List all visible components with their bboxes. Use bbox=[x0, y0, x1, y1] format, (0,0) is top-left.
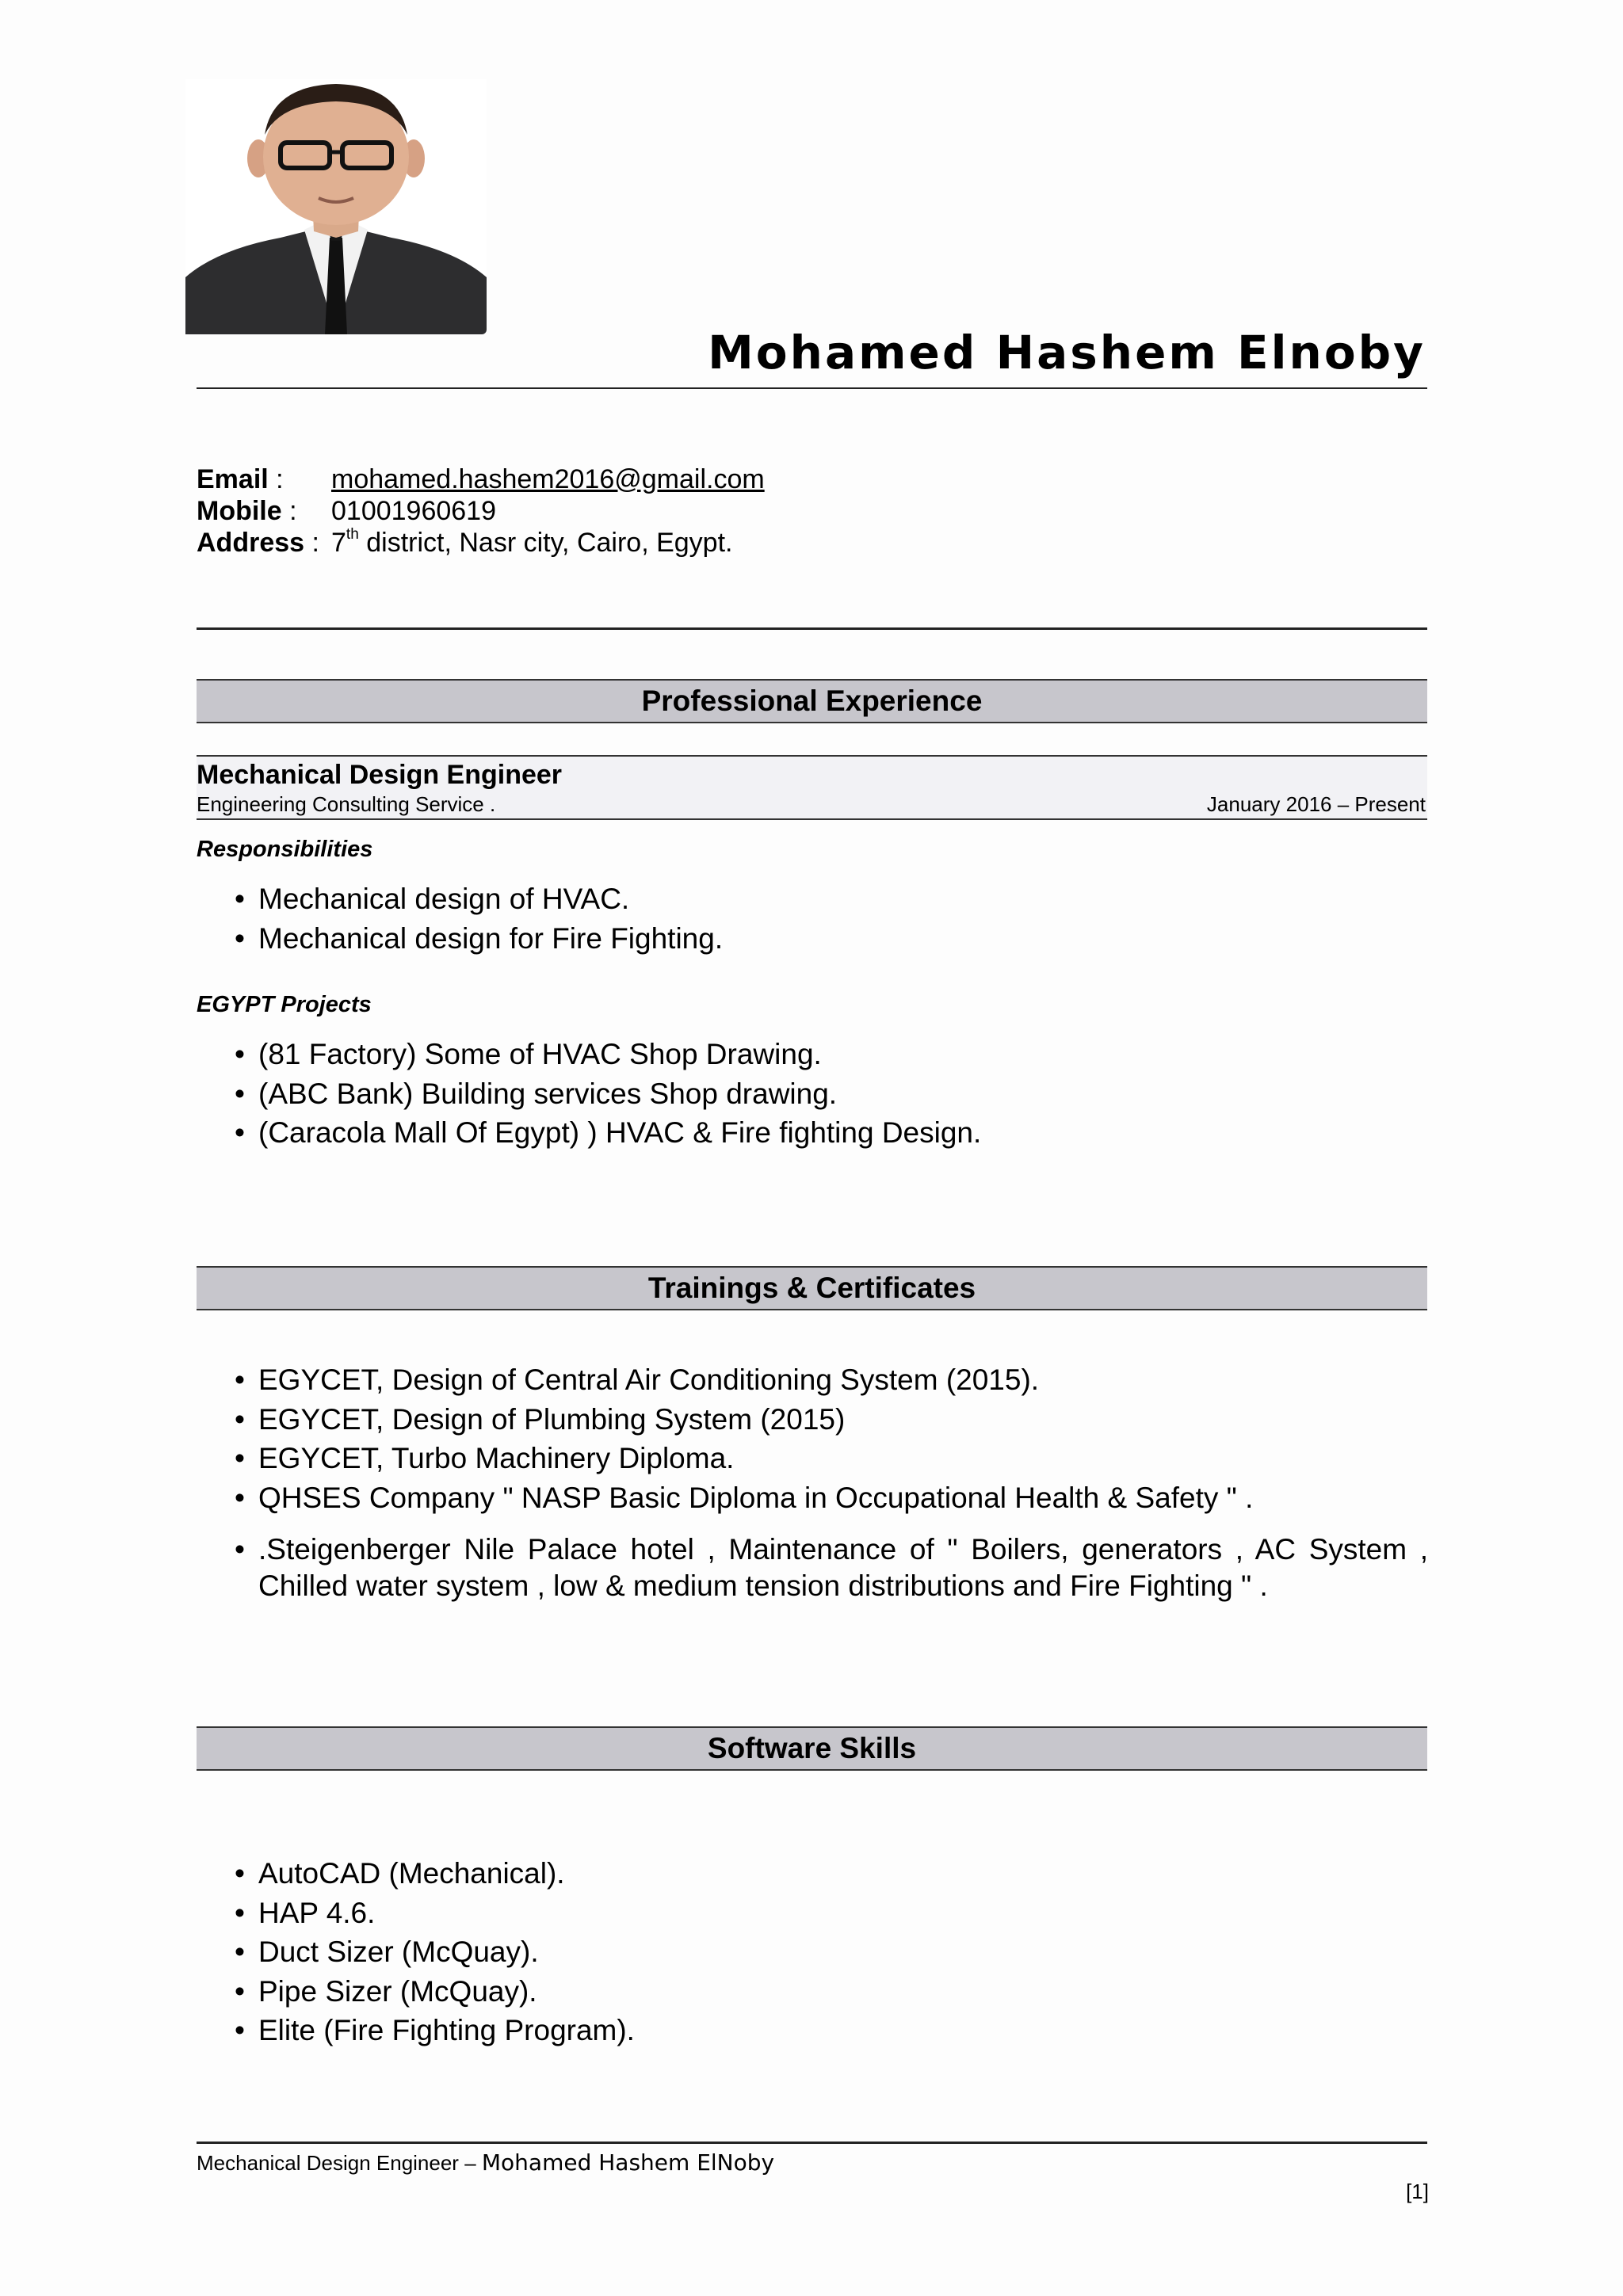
list-item: • Pipe Sizer (McQuay). bbox=[235, 1972, 635, 2012]
responsibilities-heading: Responsibilities bbox=[197, 837, 373, 862]
projects-list bbox=[235, 1035, 981, 1153]
footer-role: Mechanical Design Engineer – bbox=[197, 2151, 482, 2175]
software-list bbox=[235, 1854, 635, 2050]
job-dates: January 2016 – Present bbox=[1206, 792, 1426, 816]
list-item: • HAP 4.6. bbox=[235, 1894, 635, 1933]
list-item: • Mechanical design of HVAC. bbox=[235, 879, 723, 919]
list-item: • EGYCET, Design of Central Air Conditioning System (2015). bbox=[235, 1360, 1428, 1400]
list-item: • AutoCAD (Mechanical). bbox=[235, 1854, 635, 1894]
list-item: • QHSES Company " NASP Basic Diploma in Occupational Health & Safety " . bbox=[235, 1478, 1428, 1518]
list-item: • Duct Sizer (McQuay). bbox=[235, 1932, 635, 1972]
footer-text bbox=[197, 2149, 774, 2176]
address-label: Address bbox=[197, 528, 305, 558]
mobile-number: 01001960619 bbox=[331, 496, 497, 526]
page-number: [1] bbox=[1406, 2180, 1429, 2203]
trainings-list bbox=[235, 1360, 1428, 1604]
list-item: • Mechanical design for Fire Fighting. bbox=[235, 919, 723, 959]
list-item: • EGYCET, Turbo Machinery Diploma. bbox=[235, 1439, 1428, 1478]
email-link[interactable]: mohamed.hashem2016@gmail.com bbox=[331, 464, 765, 494]
list-item: • (81 Factory) Some of HVAC Shop Drawing. bbox=[235, 1035, 981, 1074]
job-entry bbox=[197, 755, 1427, 820]
email-separator: : bbox=[276, 464, 284, 494]
mobile-row bbox=[197, 495, 765, 527]
mobile-label: Mobile bbox=[197, 496, 282, 526]
list-item: • EGYCET, Design of Plumbing System (2015) bbox=[235, 1400, 1428, 1440]
name-divider bbox=[197, 387, 1427, 389]
address-text bbox=[331, 527, 732, 559]
job-title: Mechanical Design Engineer bbox=[197, 760, 563, 790]
profile-photo bbox=[185, 79, 487, 334]
list-item: • Elite (Fire Fighting Program). bbox=[235, 2011, 635, 2050]
address-number: 7 bbox=[331, 528, 346, 558]
trainings-heading: Trainings & Certificates bbox=[197, 1266, 1427, 1310]
footer-divider bbox=[197, 2142, 1427, 2144]
address-ordinal: th bbox=[346, 526, 359, 543]
list-item: • .Steigenberger Nile Palace hotel , Maintenance of " Boilers, generators , AC System , Chilled water system , low & medium tension distributions and Fire Fighting " . bbox=[235, 1531, 1428, 1604]
contact-block bbox=[197, 463, 765, 559]
experience-heading: Professional Experience bbox=[197, 679, 1427, 723]
projects-heading: EGYPT Projects bbox=[197, 992, 372, 1017]
contact-divider bbox=[197, 627, 1427, 630]
email-row bbox=[197, 463, 765, 495]
email-label: Email bbox=[197, 464, 269, 494]
list-item: • (Caracola Mall Of Egypt) ) HVAC & Fire fighting Design. bbox=[235, 1113, 981, 1153]
list-item: • (ABC Bank) Building services Shop drawing. bbox=[235, 1074, 981, 1114]
address-separator: : bbox=[311, 528, 319, 558]
responsibilities-list bbox=[235, 879, 723, 958]
mobile-separator: : bbox=[289, 496, 297, 526]
footer-name: Mohamed Hashem ElNoby bbox=[481, 2149, 775, 2176]
job-company: Engineering Consulting Service . bbox=[197, 792, 496, 816]
candidate-name: Mohamed Hashem Elnoby bbox=[708, 326, 1426, 379]
address-row bbox=[197, 527, 765, 559]
address-rest: district, Nasr city, Cairo, Egypt. bbox=[358, 528, 733, 558]
software-heading: Software Skills bbox=[197, 1726, 1427, 1771]
